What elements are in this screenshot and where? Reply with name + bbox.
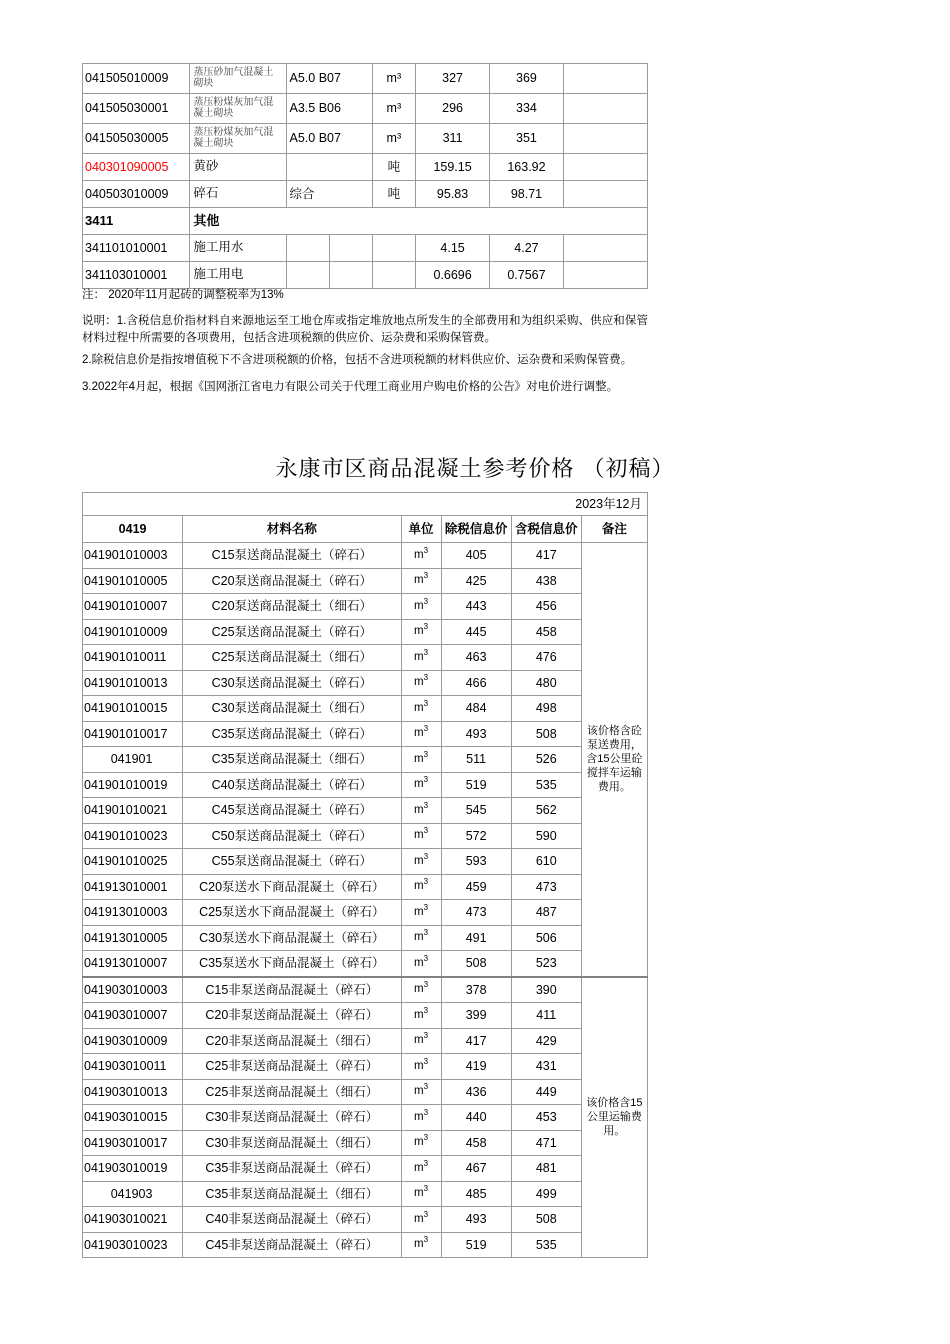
group-header-row bbox=[83, 208, 648, 235]
material-unit: m³ bbox=[372, 94, 416, 124]
material-code: 041903010003 bbox=[83, 977, 183, 1003]
material-unit: $m^3$ bbox=[401, 747, 441, 773]
concrete-price-table-wrapper bbox=[82, 492, 648, 1258]
date-row bbox=[83, 493, 648, 516]
price-inc-tax: 429 bbox=[511, 1028, 581, 1054]
table-row bbox=[83, 823, 648, 849]
material-name: C35非泵送商品混凝土（细石） bbox=[183, 1181, 401, 1207]
price-inc-tax: 526 bbox=[511, 747, 581, 773]
material-code: 041901010019 bbox=[83, 772, 183, 798]
material-code: 041901010021 bbox=[83, 798, 183, 824]
price-ex-tax: 445 bbox=[441, 619, 511, 645]
material-spec bbox=[286, 235, 329, 262]
material-code: 041901010011 bbox=[83, 645, 183, 671]
concrete-table-body bbox=[83, 493, 648, 543]
table-row bbox=[83, 747, 648, 773]
note-explanation-2: 2.除税信息价是指按增值税下不含进项税额的价格，包括不含进项税额的材料供应价、运杂费和采购保管费。 bbox=[82, 353, 633, 366]
material-name: C25泵送商品混凝土（细石） bbox=[183, 645, 401, 671]
table-row bbox=[83, 1156, 648, 1182]
material-code: 041913010003 bbox=[83, 900, 183, 926]
table-row bbox=[83, 1130, 648, 1156]
material-unit: $m^3$ bbox=[401, 645, 441, 671]
material-name: C30泵送水下商品混凝土（碎石） bbox=[183, 925, 401, 951]
price-inc-tax: 476 bbox=[511, 645, 581, 671]
price-inc-tax: 458 bbox=[511, 619, 581, 645]
material-code: 041903010007 bbox=[83, 1003, 183, 1029]
price-ex-tax: 593 bbox=[441, 849, 511, 875]
material-name: C45泵送商品混凝土（碎石） bbox=[183, 798, 401, 824]
material-name: C30泵送商品混凝土（碎石） bbox=[183, 670, 401, 696]
material-code: 041901010009 bbox=[83, 619, 183, 645]
price-inc-tax: 417 bbox=[511, 543, 581, 569]
table-row bbox=[83, 977, 648, 1003]
table-row bbox=[83, 645, 648, 671]
material-unit: $m^3$ bbox=[401, 1130, 441, 1156]
material-unit: $m^3$ bbox=[401, 874, 441, 900]
material-name: C20泵送水下商品混凝土（碎石） bbox=[183, 874, 401, 900]
material-code: 040503010009 bbox=[83, 181, 190, 208]
material-unit: $m^3$ bbox=[401, 798, 441, 824]
price-ex-tax: 399 bbox=[441, 1003, 511, 1029]
material-code: 041913010001 bbox=[83, 874, 183, 900]
material-spec-extra bbox=[329, 262, 372, 289]
table-row bbox=[83, 1207, 648, 1233]
material-spec: A5.0 B07 bbox=[286, 124, 372, 154]
material-remark bbox=[563, 262, 647, 289]
price-inc-tax: 98.71 bbox=[490, 181, 564, 208]
material-unit: m³ bbox=[372, 64, 416, 94]
material-remark bbox=[563, 94, 647, 124]
material-name: 黄砂 bbox=[190, 154, 286, 181]
table-row bbox=[83, 1003, 648, 1029]
concrete-price-table bbox=[82, 492, 648, 1258]
price-inc-tax: 163.92 bbox=[490, 154, 564, 181]
material-unit: $m^3$ bbox=[401, 1003, 441, 1029]
price-inc-tax: 4.27 bbox=[490, 235, 564, 262]
material-unit: $m^3$ bbox=[401, 619, 441, 645]
price-inc-tax: 456 bbox=[511, 594, 581, 620]
price-ex-tax: 95.83 bbox=[416, 181, 490, 208]
material-code: 041913010007 bbox=[83, 951, 183, 977]
price-remark: 该价格含15公里运输费用。 bbox=[581, 977, 647, 1258]
material-unit: $m^3$ bbox=[401, 1207, 441, 1233]
price-ex-tax: 327 bbox=[416, 64, 490, 94]
price-inc-tax: 438 bbox=[511, 568, 581, 594]
column-header-remark: 备注 bbox=[581, 516, 647, 543]
price-ex-tax: 405 bbox=[441, 543, 511, 569]
notes-section bbox=[82, 287, 648, 396]
material-name: C25非泵送商品混凝土（细石） bbox=[183, 1079, 401, 1105]
column-header-ex-tax: 除税信息价 bbox=[441, 516, 511, 543]
group-name: 其他 bbox=[190, 208, 648, 235]
material-name: C35泵送水下商品混凝土（碎石） bbox=[183, 951, 401, 977]
table-row bbox=[83, 543, 648, 569]
price-ex-tax: 511 bbox=[441, 747, 511, 773]
material-remark bbox=[563, 181, 647, 208]
table-row bbox=[83, 94, 648, 124]
price-ex-tax: 484 bbox=[441, 696, 511, 722]
table-row bbox=[83, 181, 648, 208]
table-row bbox=[83, 1028, 648, 1054]
table-row bbox=[83, 1232, 648, 1258]
material-name: C20非泵送商品混凝土（碎石） bbox=[183, 1003, 401, 1029]
material-code: 041901010017 bbox=[83, 721, 183, 747]
material-code: 041901 bbox=[83, 747, 183, 773]
material-name: C25泵送商品混凝土（碎石） bbox=[183, 619, 401, 645]
material-unit: 吨 bbox=[372, 181, 416, 208]
table-row bbox=[83, 1054, 648, 1080]
material-unit: 吨 bbox=[372, 154, 416, 181]
price-ex-tax: 458 bbox=[441, 1130, 511, 1156]
note-explanation-3: 3.2022年4月起，根据《国网浙江省电力有限公司关于代理工商业用户购电价格的公告》对电价进行调整。 bbox=[82, 381, 619, 394]
price-inc-tax: 411 bbox=[511, 1003, 581, 1029]
header-row bbox=[83, 516, 648, 543]
price-ex-tax: 545 bbox=[441, 798, 511, 824]
material-code: 341103010001 bbox=[83, 262, 190, 289]
material-code: 041901010025 bbox=[83, 849, 183, 875]
price-inc-tax: 480 bbox=[511, 670, 581, 696]
price-ex-tax: 467 bbox=[441, 1156, 511, 1182]
material-code: 041903010013 bbox=[83, 1079, 183, 1105]
price-ex-tax: 4.15 bbox=[416, 235, 490, 262]
material-code-highlighted: 040301090005 bbox=[83, 154, 190, 181]
column-header-code: 0419 bbox=[83, 516, 183, 543]
material-code: 041903010009 bbox=[83, 1028, 183, 1054]
material-unit: $m^3$ bbox=[401, 543, 441, 569]
material-spec: A3.5 B06 bbox=[286, 94, 372, 124]
table-row bbox=[83, 154, 648, 181]
material-name: 蒸压粉煤灰加气混凝土砌块 bbox=[190, 94, 286, 124]
report-date: 2023年12月 bbox=[83, 493, 648, 516]
material-name: 蒸压粉煤灰加气混凝土砌块 bbox=[190, 124, 286, 154]
material-name: 蒸压砂加气混凝土砌块 bbox=[190, 64, 286, 94]
price-ex-tax: 311 bbox=[416, 124, 490, 154]
table-row bbox=[83, 64, 648, 94]
price-inc-tax: 535 bbox=[511, 772, 581, 798]
material-code: 041901010023 bbox=[83, 823, 183, 849]
price-inc-tax: 369 bbox=[490, 64, 564, 94]
material-unit: $m^3$ bbox=[401, 696, 441, 722]
materials-table-body bbox=[83, 64, 648, 289]
material-code: 041903010011 bbox=[83, 1054, 183, 1080]
material-code: 041901010013 bbox=[83, 670, 183, 696]
material-name: C35泵送商品混凝土（细石） bbox=[183, 747, 401, 773]
material-name: C40泵送商品混凝土（碎石） bbox=[183, 772, 401, 798]
material-name: C25泵送水下商品混凝土（碎石） bbox=[183, 900, 401, 926]
price-ex-tax: 519 bbox=[441, 772, 511, 798]
price-inc-tax: 523 bbox=[511, 951, 581, 977]
note-tax-rate: 注： 2020年11月起砖的调整税率为13% bbox=[82, 289, 284, 301]
material-name: C45非泵送商品混凝土（碎石） bbox=[183, 1232, 401, 1258]
material-unit: $m^3$ bbox=[401, 849, 441, 875]
price-ex-tax: 572 bbox=[441, 823, 511, 849]
table-row bbox=[83, 900, 648, 926]
price-inc-tax: 562 bbox=[511, 798, 581, 824]
material-unit: m³ bbox=[372, 124, 416, 154]
material-unit bbox=[372, 262, 416, 289]
price-ex-tax: 463 bbox=[441, 645, 511, 671]
material-spec-extra bbox=[329, 235, 372, 262]
nonpumped-concrete-rows bbox=[83, 977, 648, 1258]
price-inc-tax: 590 bbox=[511, 823, 581, 849]
table-row bbox=[83, 696, 648, 722]
price-inc-tax: 506 bbox=[511, 925, 581, 951]
price-ex-tax: 0.6696 bbox=[416, 262, 490, 289]
price-ex-tax: 296 bbox=[416, 94, 490, 124]
material-name: C20泵送商品混凝土（碎石） bbox=[183, 568, 401, 594]
table-row bbox=[83, 951, 648, 977]
material-name: C15泵送商品混凝土（碎石） bbox=[183, 543, 401, 569]
material-remark bbox=[563, 64, 647, 94]
material-code: 041903010021 bbox=[83, 1207, 183, 1233]
material-code: 041901010003 bbox=[83, 543, 183, 569]
material-name: C35泵送商品混凝土（碎石） bbox=[183, 721, 401, 747]
price-inc-tax: 610 bbox=[511, 849, 581, 875]
price-ex-tax: 159.15 bbox=[416, 154, 490, 181]
price-ex-tax: 440 bbox=[441, 1105, 511, 1131]
material-name: C25非泵送商品混凝土（碎石） bbox=[183, 1054, 401, 1080]
material-name: 碎石 bbox=[190, 181, 286, 208]
price-inc-tax: 508 bbox=[511, 1207, 581, 1233]
material-spec: A5.0 B07 bbox=[286, 64, 372, 94]
price-inc-tax: 498 bbox=[511, 696, 581, 722]
price-remark: 该价格含砼泵送费用，含15公里砼搅拌车运输费用。 bbox=[581, 543, 647, 977]
table-row bbox=[83, 1105, 648, 1131]
price-inc-tax: 334 bbox=[490, 94, 564, 124]
price-ex-tax: 519 bbox=[441, 1232, 511, 1258]
material-name: C35非泵送商品混凝土（碎石） bbox=[183, 1156, 401, 1182]
table-row bbox=[83, 874, 648, 900]
material-unit: $m^3$ bbox=[401, 977, 441, 1003]
material-name: C55泵送商品混凝土（碎石） bbox=[183, 849, 401, 875]
material-spec: 综合 bbox=[286, 181, 372, 208]
material-code: 041505030005 bbox=[83, 124, 190, 154]
material-name: C15非泵送商品混凝土（碎石） bbox=[183, 977, 401, 1003]
price-inc-tax: 481 bbox=[511, 1156, 581, 1182]
material-unit: $m^3$ bbox=[401, 568, 441, 594]
material-code: 041903010017 bbox=[83, 1130, 183, 1156]
material-name: 施工用电 bbox=[190, 262, 286, 289]
table-row bbox=[83, 670, 648, 696]
price-ex-tax: 417 bbox=[441, 1028, 511, 1054]
page-title: 永康市区商品混凝土参考价格 （初稿） bbox=[275, 457, 675, 482]
material-code: 041901010015 bbox=[83, 696, 183, 722]
material-code: 041505030001 bbox=[83, 94, 190, 124]
material-unit: $m^3$ bbox=[401, 1232, 441, 1258]
price-inc-tax: 431 bbox=[511, 1054, 581, 1080]
price-ex-tax: 485 bbox=[441, 1181, 511, 1207]
price-ex-tax: 493 bbox=[441, 721, 511, 747]
price-ex-tax: 491 bbox=[441, 925, 511, 951]
material-unit: $m^3$ bbox=[401, 823, 441, 849]
price-inc-tax: 449 bbox=[511, 1079, 581, 1105]
price-ex-tax: 436 bbox=[441, 1079, 511, 1105]
price-inc-tax: 487 bbox=[511, 900, 581, 926]
material-name: C30非泵送商品混凝土（细石） bbox=[183, 1130, 401, 1156]
material-code: 041903 bbox=[83, 1181, 183, 1207]
material-code: 041913010005 bbox=[83, 925, 183, 951]
material-spec bbox=[286, 262, 329, 289]
price-inc-tax: 535 bbox=[511, 1232, 581, 1258]
price-inc-tax: 471 bbox=[511, 1130, 581, 1156]
price-inc-tax: 473 bbox=[511, 874, 581, 900]
material-unit bbox=[372, 235, 416, 262]
group-code: 3411 bbox=[83, 208, 190, 235]
table-row bbox=[83, 1079, 648, 1105]
table-row bbox=[83, 235, 648, 262]
table-row bbox=[83, 772, 648, 798]
material-name: C20非泵送商品混凝土（细石） bbox=[183, 1028, 401, 1054]
material-unit: $m^3$ bbox=[401, 900, 441, 926]
material-unit: $m^3$ bbox=[401, 925, 441, 951]
material-code: 041505010009 bbox=[83, 64, 190, 94]
material-name: C50泵送商品混凝土（碎石） bbox=[183, 823, 401, 849]
table-row bbox=[83, 594, 648, 620]
material-name: C30非泵送商品混凝土（碎石） bbox=[183, 1105, 401, 1131]
table-row bbox=[83, 262, 648, 289]
table-row bbox=[83, 721, 648, 747]
price-inc-tax: 453 bbox=[511, 1105, 581, 1131]
column-header-inc-tax: 含税信息价 bbox=[511, 516, 581, 543]
column-header-unit: 单位 bbox=[401, 516, 441, 543]
material-remark bbox=[563, 154, 647, 181]
materials-price-table bbox=[82, 63, 648, 289]
price-ex-tax: 508 bbox=[441, 951, 511, 977]
material-code: 341101010001 bbox=[83, 235, 190, 262]
pumped-concrete-rows bbox=[83, 543, 648, 977]
material-unit: $m^3$ bbox=[401, 1054, 441, 1080]
material-name: C20泵送商品混凝土（细石） bbox=[183, 594, 401, 620]
price-inc-tax: 508 bbox=[511, 721, 581, 747]
price-ex-tax: 466 bbox=[441, 670, 511, 696]
material-remark bbox=[563, 124, 647, 154]
price-ex-tax: 473 bbox=[441, 900, 511, 926]
material-unit: $m^3$ bbox=[401, 594, 441, 620]
material-unit: $m^3$ bbox=[401, 670, 441, 696]
price-inc-tax: 499 bbox=[511, 1181, 581, 1207]
material-code: 041901010007 bbox=[83, 594, 183, 620]
material-code: 041903010019 bbox=[83, 1156, 183, 1182]
material-unit: $m^3$ bbox=[401, 721, 441, 747]
price-inc-tax: 0.7567 bbox=[490, 262, 564, 289]
table-row bbox=[83, 925, 648, 951]
material-unit: $m^3$ bbox=[401, 1079, 441, 1105]
column-header-name: 材料名称 bbox=[183, 516, 401, 543]
material-code: 041903010023 bbox=[83, 1232, 183, 1258]
material-code: 041903010015 bbox=[83, 1105, 183, 1131]
material-unit: $m^3$ bbox=[401, 1156, 441, 1182]
table-row bbox=[83, 619, 648, 645]
price-ex-tax: 459 bbox=[441, 874, 511, 900]
material-unit: $m^3$ bbox=[401, 951, 441, 977]
table-row bbox=[83, 568, 648, 594]
price-ex-tax: 419 bbox=[441, 1054, 511, 1080]
price-ex-tax: 443 bbox=[441, 594, 511, 620]
material-unit: $m^3$ bbox=[401, 1181, 441, 1207]
material-code: 041901010005 bbox=[83, 568, 183, 594]
price-inc-tax: 351 bbox=[490, 124, 564, 154]
price-ex-tax: 425 bbox=[441, 568, 511, 594]
material-name: 施工用水 bbox=[190, 235, 286, 262]
table-row bbox=[83, 849, 648, 875]
material-name: C30泵送商品混凝土（细石） bbox=[183, 696, 401, 722]
material-name: C40非泵送商品混凝土（碎石） bbox=[183, 1207, 401, 1233]
price-ex-tax: 493 bbox=[441, 1207, 511, 1233]
material-unit: $m^3$ bbox=[401, 1105, 441, 1131]
table-row bbox=[83, 1181, 648, 1207]
price-inc-tax: 390 bbox=[511, 977, 581, 1003]
table-row bbox=[83, 124, 648, 154]
price-ex-tax: 378 bbox=[441, 977, 511, 1003]
note-explanation-1: 说明：1.含税信息价指材料自来源地运至工地仓库或指定堆放地点所发生的全部费用和为组织采购、供应和保管材料过程中所需要的各项费用，包括含进项税额的供应价、运杂费和采购保管费。 bbox=[82, 315, 648, 344]
material-unit: $m^3$ bbox=[401, 1028, 441, 1054]
material-spec bbox=[286, 154, 372, 181]
table-row bbox=[83, 798, 648, 824]
material-remark bbox=[563, 235, 647, 262]
material-unit: $m^3$ bbox=[401, 772, 441, 798]
